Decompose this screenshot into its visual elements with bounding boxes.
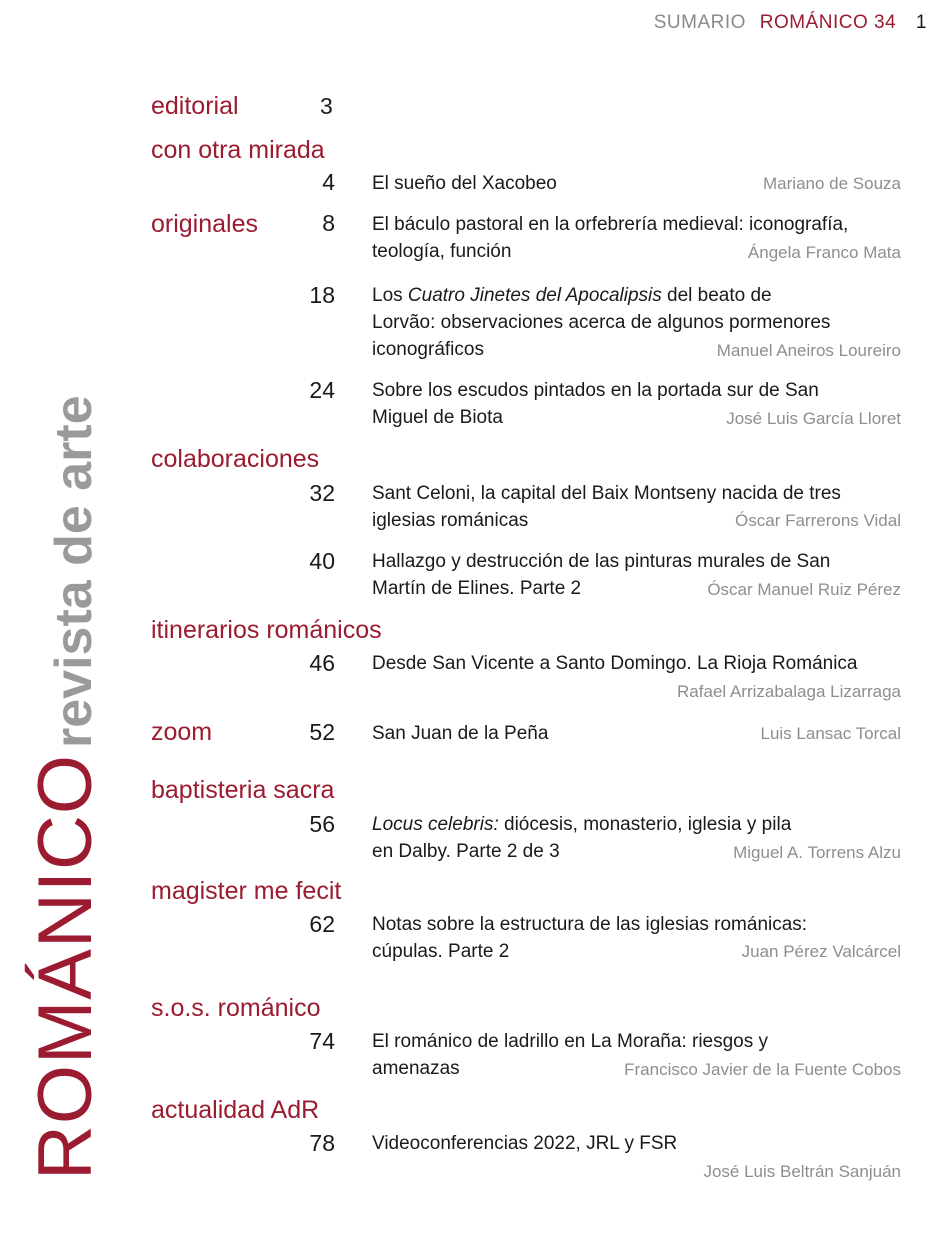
page-number: 8 [322, 210, 335, 236]
header-section-label: SUMARIO [653, 12, 746, 33]
header-magazine-issue: ROMÁNICO 34 [759, 12, 897, 33]
article-author: Francisco Javier de la Fuente Cobos [624, 1060, 901, 1079]
header-page-number: 1 [915, 12, 927, 33]
article-title-line: iconográficos [372, 339, 484, 360]
page-number: 52 [309, 719, 335, 745]
article-title-line: Notas sobre la estructura de las iglesias románicas: [372, 914, 808, 935]
italic-work-title: Locus celebris: [372, 814, 499, 835]
page-number: 62 [309, 911, 335, 937]
page-number: 56 [309, 811, 335, 837]
article-author: Luis Lansac Torcal [760, 724, 901, 743]
article-title-line: Miguel de Biota [372, 407, 503, 428]
article-title-line: cúpulas. Parte 2 [372, 941, 510, 962]
section-heading-itinerarios: itinerarios románicos [151, 616, 382, 644]
article-title-line: Sant Celoni, la capital del Baix Montseny nacida de tres [372, 483, 841, 504]
article-title-line: Hallazgo y destrucción de las pinturas murales de San [372, 551, 831, 572]
page-number: 32 [309, 480, 335, 506]
article-title: El sueño del Xacobeo [372, 173, 557, 194]
page-number: 78 [309, 1130, 335, 1156]
page-number: 24 [309, 377, 335, 403]
article-author: Óscar Manuel Ruiz Pérez [707, 580, 901, 599]
article-author: Ángela Franco Mata [747, 243, 901, 262]
section-heading-colaboraciones: colaboraciones [151, 445, 320, 473]
page-number: 18 [309, 282, 335, 308]
article-title-line: Lorvão: observaciones acerca de algunos pormenores [372, 312, 831, 333]
article-title-line: Videoconferencias 2022, JRL y FSR [372, 1133, 678, 1154]
section-heading-magister: magister me fecit [151, 877, 342, 905]
italic-work-title: Cuatro Jinetes del Apocalipsis [407, 285, 662, 306]
article-author: Rafael Arrizabalaga Lizarraga [677, 682, 901, 701]
section-heading-con-otra-mirada: con otra mirada [151, 136, 325, 164]
article-title: San Juan de la Peña [372, 723, 549, 744]
page-number: 74 [309, 1028, 335, 1054]
article-author: Mariano de Souza [763, 174, 901, 193]
page-number: 4 [322, 169, 335, 195]
page-number: 3 [320, 93, 333, 119]
page-number: 46 [309, 650, 335, 676]
page-number: 40 [309, 548, 335, 574]
section-heading-originales: originales [151, 210, 259, 238]
section-heading-editorial: editorial [151, 92, 239, 120]
article-title-line: teología, función [372, 241, 512, 262]
article-author: José Luis Beltrán Sanjuán [703, 1162, 901, 1181]
page-header [654, 12, 927, 34]
brand-tagline: revista de arte [45, 395, 103, 748]
article-title-line: iglesias románicas [372, 510, 529, 531]
article-author: José Luis García Lloret [726, 409, 901, 428]
article-author: Manuel Aneiros Loureiro [716, 341, 901, 360]
brand-logo-text: ROMÁNICO [23, 754, 108, 1180]
section-heading-sos: s.o.s. románico [151, 994, 321, 1022]
article-title-line: El báculo pastoral en la orfebrería medieval: iconografía, [372, 214, 849, 235]
article-title-line: amenazas [372, 1058, 460, 1079]
article-title-line: en Dalby. Parte 2 de 3 [372, 841, 560, 862]
article-title-line: Desde San Vicente a Santo Domingo. La Rioja Románica [372, 653, 858, 674]
section-heading-zoom: zoom [151, 718, 213, 746]
article-author: Óscar Farrerons Vidal [735, 511, 901, 530]
section-heading-baptisteria: baptisteria sacra [151, 776, 335, 804]
article-title-line: El románico de ladrillo en La Moraña: riesgos y [372, 1031, 769, 1052]
article-title-line: Locus celebris: diócesis, monasterio, iglesia y pila [372, 814, 792, 835]
article-title-line: Martín de Elines. Parte 2 [372, 578, 582, 599]
spine-logo [22, 80, 108, 1180]
article-title-line: Sobre los escudos pintados en la portada sur de San [372, 380, 819, 401]
article-author: Juan Pérez Valcárcel [741, 942, 901, 961]
section-heading-actualidad: actualidad AdR [151, 1096, 320, 1124]
article-author: Miguel A. Torrens Alzu [733, 843, 901, 862]
article-title-line: Los Cuatro Jinetes del Apocalipsis del beato de [372, 285, 772, 306]
